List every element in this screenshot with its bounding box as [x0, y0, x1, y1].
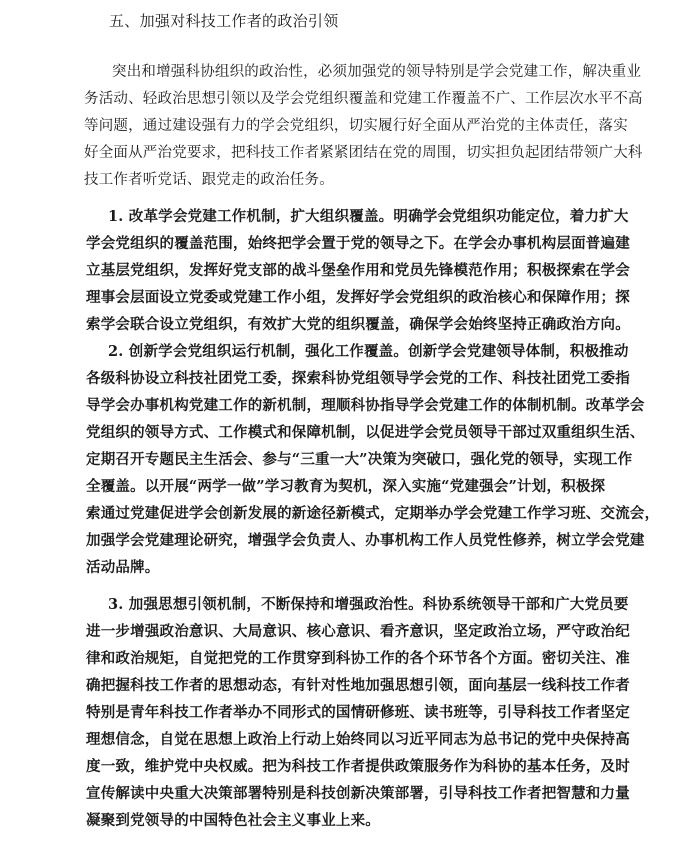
paragraph-4-line: 确把握科技工作者的思想动态，有针对性地加强思想引领，面向基层一线科技工作者 — [86, 677, 630, 694]
paragraph-2-line: 索学会联合设立党组织，有效扩大党的组织覆盖，确保学会始终坚持正确政治方向。 — [86, 316, 630, 333]
paragraph-3-line: 全覆盖。以开展“两学一做”学习教育为契机，深入实施“党建强会”计划，积极探 — [86, 478, 606, 495]
paragraph-2-line: 1. 改革学会党建工作机制，扩大组织覆盖。明确学会党组织功能定位，着力扩大 — [108, 208, 629, 225]
paragraph-4-line: 进一步增强政治意识、大局意识、核心意识、看齐意识，坚定政治立场，严守政治纪 — [86, 623, 630, 640]
section-heading: 五、加强对科技工作者的政治引领 — [109, 12, 339, 30]
paragraph-3-line: 索通过党建促进学会创新发展的新途径新模式，定期举办学会党建工作学习班、交流会， — [86, 505, 660, 522]
paragraph-4-line: 度一致，维护党中央权威。把为科技工作者提供政策服务作为科协的基本任务，及时 — [86, 758, 630, 775]
paragraph-1-line: 好全面从严治党要求，把科技工作者紧紧团结在党的周围，切实担负起团结带领广大科 — [84, 145, 643, 161]
paragraph-3-line: 党组织的领导方式、工作模式和保障机制，以促进学会党员领导干部过双重组织生活、 — [86, 424, 645, 441]
paragraph-2-line: 立基层党组织，发挥好党支部的战斗堡垒作用和党员先锋模范作用；积极探索在学会 — [86, 262, 630, 279]
paragraph-1-line: 技工作者听党话、跟党走的政治任务。 — [84, 172, 334, 188]
paragraph-3-line: 各级科协设立科技社团党工委，探索科协党组领导学会党的工作、科技社团党工委指 — [86, 370, 630, 387]
paragraph-3-line: 活动品牌。 — [86, 559, 160, 576]
paragraph-4-line: 特别是青年科技工作者举办不同形式的国情研修班、读书班等，引导科技工作者坚定 — [86, 704, 630, 721]
paragraph-1-line: 等问题，通过建设强有力的学会党组织，切实履行好全面从严治党的主体责任，落实 — [84, 118, 628, 134]
paragraph-2-line: 学会党组织的覆盖范围，始终把学会置于党的领导之下。在学会办事机构层面普遍建 — [86, 235, 630, 252]
paragraph-4-line: 3. 加强思想引领机制，不断保持和增强政治性。科协系统领导干部和广大党员要 — [108, 596, 629, 613]
paragraph-1-line: 务活动、轻政治思想引领以及学会党组织覆盖和党建工作覆盖不广、工作层次水平不高 — [84, 91, 643, 107]
paragraph-1-line: 突出和增强科协组织的政治性，必须加强党的领导特别是学会党建工作，解决重业 — [112, 64, 642, 80]
paragraph-3-line: 2. 创新学会党组织运行机制，强化工作覆盖。创新学会党建领导体制，积极推动 — [108, 343, 629, 360]
paragraph-3-line: 导学会办事机构党建工作的新机制，理顺科协指导学会党建工作的体制机制。改革学会 — [86, 397, 645, 414]
paragraph-3-line: 加强学会党建理论研究，增强学会负责人、办事机构工作人员党性修养，树立学会党建 — [86, 532, 645, 549]
paragraph-4-line: 凝聚到党领导的中国特色社会主义事业上来。 — [86, 812, 380, 829]
paragraph-4-line: 宣传解读中央重大决策部署特别是科技创新决策部署，引导科技工作者把智慧和力量 — [86, 785, 630, 802]
paragraph-4-line: 律和政治规矩，自觉把党的工作贯穿到科协工作的各个环节各个方面。密切关注、准 — [86, 650, 630, 667]
paragraph-3-line: 定期召开专题民主生活会、参与“三重一大”决策为突破口，强化党的领导，实现工作 — [86, 451, 633, 468]
paragraph-4-line: 理想信念，自觉在思想上政治上行动上始终同以习近平同志为总书记的党中央保持高 — [86, 731, 630, 748]
paragraph-2-line: 理事会层面设立党委或党建工作小组，发挥好学会党组织的政治核心和保障作用；探 — [86, 289, 630, 306]
